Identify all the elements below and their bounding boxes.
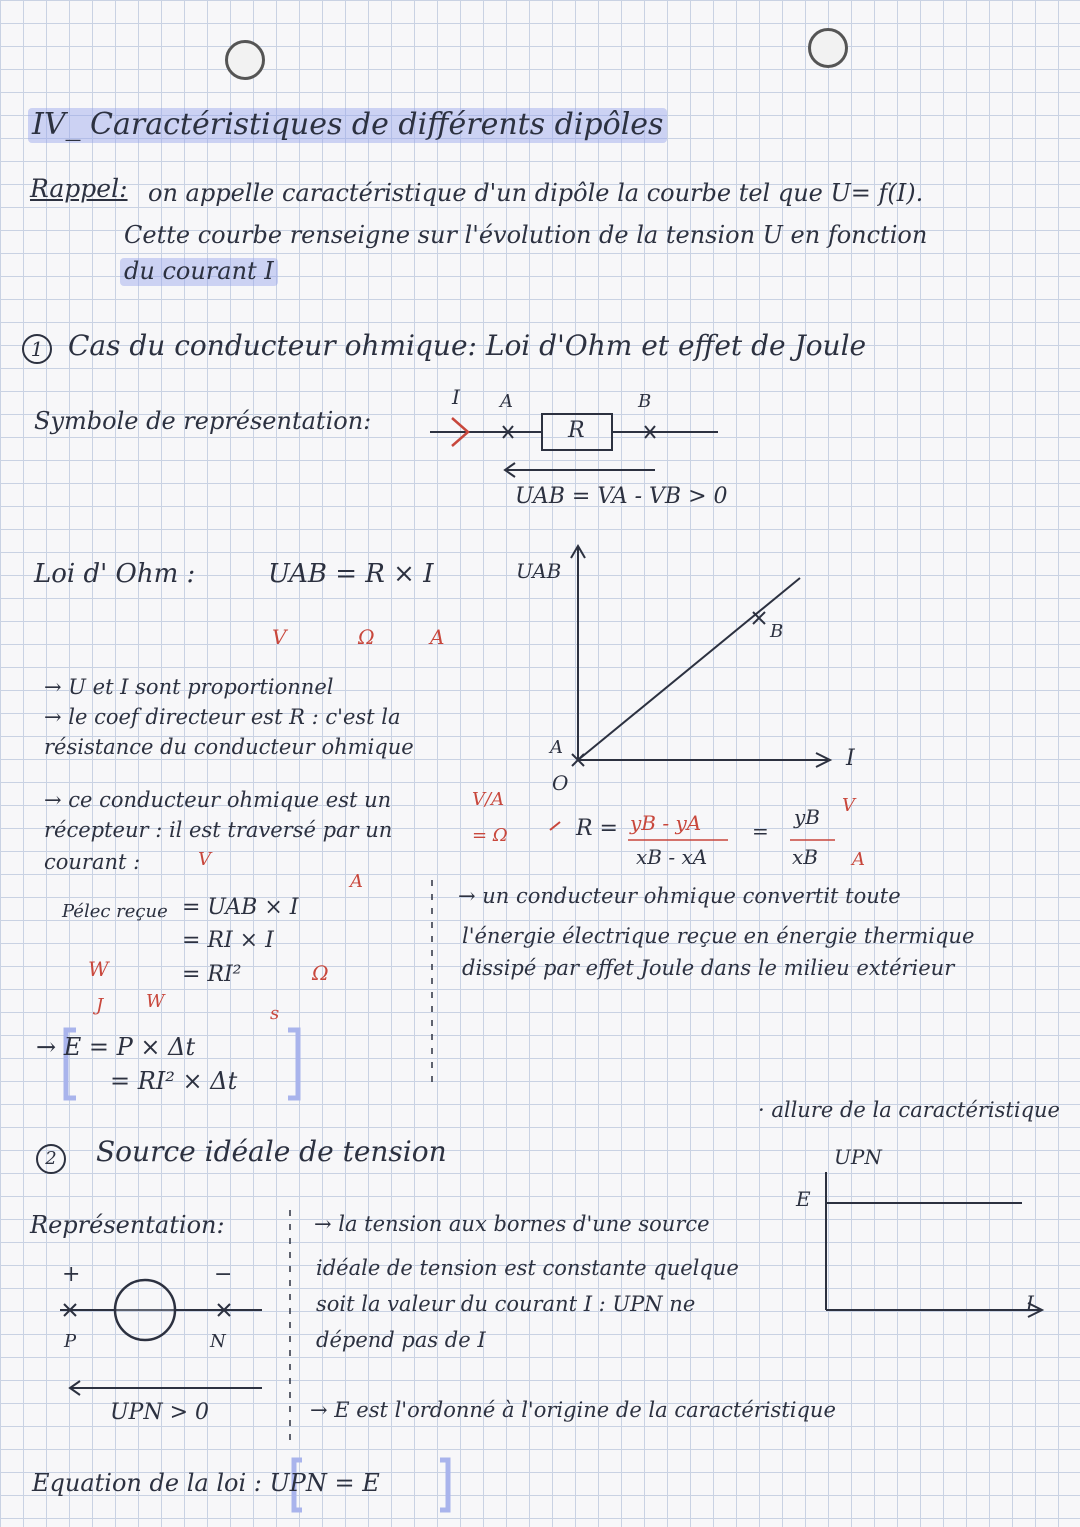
source-voltage: UPN > 0 — [110, 1400, 210, 1425]
graph-caption: · allure de la caractéristique — [758, 1098, 1060, 1122]
power-unit-w: W — [88, 957, 109, 981]
power-label: Pélec reçue — [62, 901, 168, 922]
section1-title: Cas du conducteur ohmique: Loi d'Ohm et effet de Joule — [68, 329, 867, 362]
rappel-line-2: Cette courbe renseigne sur l'évolution de la tension U en fonction — [124, 221, 928, 249]
ohm-note-4: → ce conducteur ohmique est un — [44, 788, 392, 812]
source-graph-y-label: UPN — [834, 1145, 882, 1169]
source-graph-e-label: E — [796, 1187, 811, 1211]
resistor-label: R — [568, 418, 585, 443]
source-p: P — [64, 1331, 77, 1352]
equation: Equation de la loi : UPN = E — [32, 1469, 380, 1497]
source-note-4: dépend pas de I — [316, 1328, 486, 1352]
circuit-current-label: I — [452, 385, 460, 409]
ohm-graph-point-a: A — [550, 737, 563, 758]
ohm-graph-y-label: UAB — [516, 559, 562, 583]
source-note-3: soit la valeur du courant I : UPN ne — [316, 1292, 696, 1316]
conclusion-line-3: dissipé par effet Joule dans le milieu extérieur — [462, 956, 955, 980]
slope-den-2: xB — [792, 845, 818, 869]
source-note-2: idéale de tension est constante quelque — [316, 1256, 739, 1280]
repr-label: Représentation: — [30, 1211, 225, 1239]
rappel-line-3: du courant I — [120, 258, 278, 286]
circuit-node-b: B — [638, 391, 652, 412]
slope-unit-bottom: = Ω — [472, 825, 508, 846]
ohm-formula: UAB = R × I — [268, 559, 434, 589]
source-plus: + — [62, 1262, 81, 1287]
power-unit-v: V — [198, 849, 211, 870]
energy-line-1: → E = P × Δt — [36, 1033, 196, 1061]
source-n: N — [210, 1331, 226, 1352]
energy-unit-s: s — [270, 1003, 280, 1024]
page-title: IV_ Caractéristiques de différents dipôles — [28, 108, 667, 143]
energy-unit-j: J — [96, 995, 104, 1016]
rappel-line-1: on appelle caractéristique d'un dipôle la courbe tel que U= f(I). — [148, 179, 924, 207]
rappel-label: Rappel: — [30, 174, 128, 203]
source-note-1: → la tension aux bornes d'une source — [314, 1212, 710, 1236]
ohm-note-3: résistance du conducteur ohmique — [44, 735, 414, 759]
symbol-label: Symbole de représentation: — [34, 407, 372, 435]
power-line-2: = RI × I — [182, 928, 274, 953]
slope-unit-v: V — [842, 795, 855, 816]
section1-number: 1 — [22, 334, 52, 364]
power-line-3: = RI² — [182, 962, 242, 987]
conclusion-line-1: → un conducteur ohmique convertit toute — [458, 884, 901, 908]
circuit-node-a: A — [500, 391, 513, 412]
ohm-note-5: récepteur : il est traversé par un — [44, 818, 393, 842]
energy-unit-w: W — [146, 991, 165, 1012]
slope-unit-top: V/A — [472, 789, 505, 810]
ohm-graph-origin: O — [552, 771, 569, 795]
slope-num-2: yB — [794, 805, 820, 829]
slope-eq: = — [752, 819, 769, 843]
ohm-graph-x-label: I — [846, 746, 855, 771]
conclusion-line-2: l'énergie électrique reçue en énergie thermique — [462, 924, 975, 948]
power-unit-ohm: Ω — [312, 961, 329, 985]
power-line-1: = UAB × I — [182, 895, 299, 920]
circuit-voltage: UAB = VA - VB > 0 — [515, 484, 728, 509]
source-note-5: → E est l'ordonné à l'origine de la caractéristique — [310, 1398, 836, 1422]
source-minus: − — [214, 1262, 233, 1287]
section2-title: Source idéale de tension — [96, 1135, 447, 1168]
slope-formula-left: R = — [576, 816, 618, 841]
ohm-note-1: → U et I sont proportionnel — [44, 675, 334, 699]
unit-ohm: Ω — [358, 625, 375, 649]
ohm-note-2: → le coef directeur est R : c'est la — [44, 705, 401, 729]
ohm-note-6: courant : — [44, 850, 141, 874]
section2-number: 2 — [36, 1144, 66, 1174]
power-unit-a: A — [350, 871, 363, 892]
unit-ampere: A — [430, 625, 445, 649]
ohm-graph-point-b: B — [770, 621, 784, 642]
slope-den-1: xB - xA — [636, 845, 708, 869]
ohm-graph-line — [578, 578, 800, 760]
energy-line-2: = RI² × Δt — [110, 1067, 238, 1095]
ohm-label: Loi d' Ohm : — [34, 559, 196, 589]
slope-num-1: yB - yA — [630, 811, 702, 835]
slope-unit-a: A — [852, 849, 865, 870]
unit-volt: V — [272, 625, 287, 649]
source-graph-x-label: I — [1026, 1291, 1034, 1315]
